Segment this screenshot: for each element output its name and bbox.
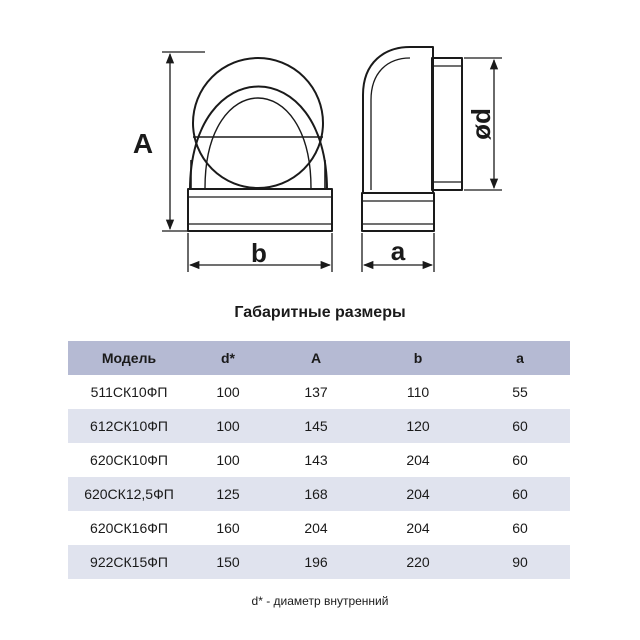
- cell-a: 90: [470, 545, 570, 579]
- header-A: A: [266, 341, 366, 375]
- dim-label-diameter: ød: [466, 108, 496, 140]
- side-view: [362, 47, 462, 231]
- cell-model: 620СК10ФП: [90, 452, 168, 468]
- cell-b: 204: [366, 477, 470, 511]
- dim-label-a: a: [390, 236, 406, 266]
- header-d: d*: [190, 341, 266, 375]
- cell-d: 100: [216, 452, 240, 468]
- front-rect-spigot: [188, 189, 332, 231]
- technical-drawing: [0, 0, 640, 300]
- cell-a: 60: [470, 477, 570, 511]
- cell-d: 125: [190, 477, 266, 511]
- table-row: [68, 375, 570, 409]
- table-footnote: d* - диаметр внутренний: [251, 594, 389, 608]
- cell-a: 60: [512, 452, 528, 468]
- dim-label-A: A: [132, 128, 154, 159]
- header-b: b: [366, 341, 470, 375]
- cell-A: 137: [304, 384, 328, 400]
- cell-a: 60: [470, 409, 570, 443]
- cell-a: 55: [512, 384, 528, 400]
- dim-label-b: b: [251, 238, 267, 268]
- side-round-collar: [432, 58, 462, 190]
- cell-A: 204: [304, 520, 328, 536]
- cell-b: 204: [406, 520, 430, 536]
- cell-b: 204: [406, 452, 430, 468]
- header-model: Модель: [68, 341, 190, 375]
- cell-A: 168: [266, 477, 366, 511]
- table-row: [68, 477, 570, 511]
- cell-d: 150: [190, 545, 266, 579]
- cell-b: 220: [366, 545, 470, 579]
- cell-d: 100: [216, 384, 240, 400]
- dimensions-table: [68, 341, 570, 579]
- table-row: [68, 545, 570, 579]
- cell-A: 143: [304, 452, 328, 468]
- cell-d: 160: [216, 520, 240, 536]
- cell-model: 620СК12,5ФП: [68, 477, 190, 511]
- cell-A: 145: [266, 409, 366, 443]
- cell-model: 922СК15ФП: [68, 545, 190, 579]
- front-outer-shell: [190, 87, 327, 191]
- front-view: [188, 58, 332, 231]
- table-title: Габаритные размеры: [234, 304, 406, 321]
- table-row: [68, 409, 570, 443]
- table-header-row: [68, 341, 570, 375]
- cell-b: 110: [406, 384, 430, 400]
- side-outer-shell: [363, 47, 433, 193]
- cell-A: 196: [266, 545, 366, 579]
- cell-model: 511СК10ФП: [90, 384, 168, 400]
- cell-d: 100: [190, 409, 266, 443]
- cell-model: 612СК10ФП: [68, 409, 190, 443]
- side-rect-spigot: [362, 193, 434, 231]
- dimension-a-height: [162, 52, 205, 231]
- front-round-collar: [193, 58, 323, 188]
- table-row: [68, 511, 570, 545]
- cell-a: 60: [512, 520, 528, 536]
- header-a: a: [470, 341, 570, 375]
- cell-b: 120: [366, 409, 470, 443]
- table-row: [68, 443, 570, 477]
- cell-model: 620СК16ФП: [90, 520, 168, 536]
